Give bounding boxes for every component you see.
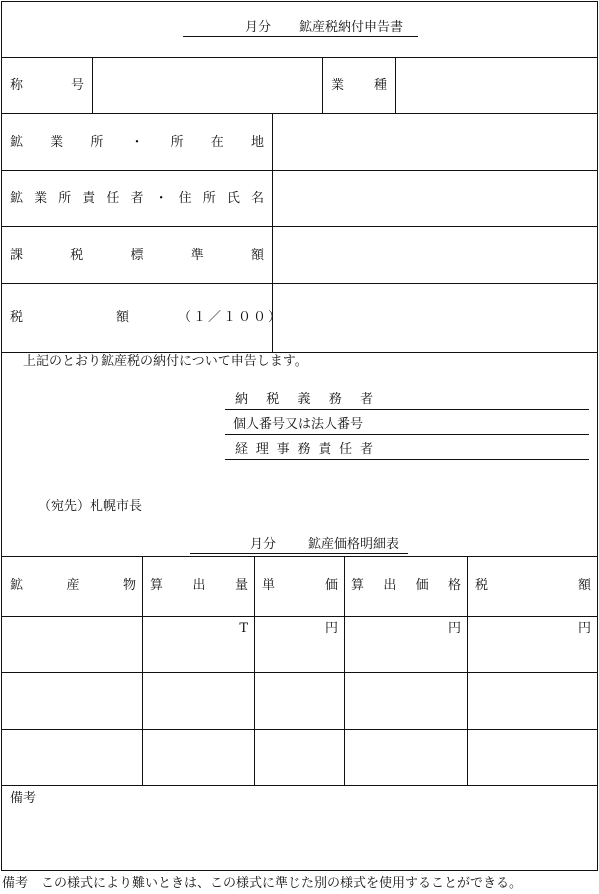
label-industry: 業 種 [331, 78, 387, 93]
tax-amount-field[interactable] [273, 284, 597, 351]
unit-price: 円 [324, 621, 338, 636]
header-output-quantity: 算 出 量 [150, 578, 248, 593]
header-tax-amount: 税 額 [475, 578, 591, 593]
label-tax-amount-1: 税 [10, 310, 24, 325]
unit-tax: 円 [577, 621, 591, 636]
rule-line [1, 556, 598, 557]
title-month-blank [183, 36, 418, 37]
personal-number-line[interactable] [225, 434, 589, 435]
header-unit-price: 単 価 [262, 578, 338, 593]
footer-note: 備考 この様式により難いときは、この様式に準じた別の様式を使用することができる。 [2, 876, 523, 891]
table-row[interactable] [2, 617, 597, 672]
header-output-value: 算 出 価 格 [351, 578, 461, 593]
rule-line [1, 352, 598, 353]
unit-value: 円 [447, 621, 461, 636]
label-tax-amount-2: 額 [116, 310, 130, 325]
table-row[interactable] [2, 730, 597, 785]
detail-title-month-blank [190, 553, 408, 554]
tax-base-field[interactable] [273, 227, 597, 282]
addressee: （宛先）札幌市長 [38, 499, 143, 514]
title-month: 月分 [245, 20, 272, 35]
label-name: 称 号 [10, 78, 84, 93]
detail-title-month: 月分 [250, 537, 277, 552]
mine-location-field[interactable] [273, 114, 597, 169]
header-mineral: 鉱 産 物 [10, 578, 136, 593]
remarks-label: 備考 [10, 791, 37, 806]
industry-field[interactable] [396, 58, 597, 112]
label-accountant: 経 理 事 務 責 任 者 [235, 442, 373, 457]
label-mine-location: 鉱 業 所 ・ 所 在 地 [10, 135, 264, 150]
taxpayer-line[interactable] [225, 409, 589, 410]
mine-manager-field[interactable] [273, 171, 597, 225]
table-row[interactable] [2, 673, 597, 728]
label-mine-manager: 鉱 業 所 責 任 者 ・ 住 所 氏 名 [10, 191, 264, 206]
accountant-line[interactable] [225, 459, 589, 460]
label-tax-base: 課 税 標 準 額 [10, 248, 264, 263]
remarks-field[interactable] [2, 786, 597, 870]
declaration-text: 上記のとおり鉱産税の納付について申告します。 [23, 354, 308, 369]
rule-line [322, 57, 323, 113]
label-personal-number: 個人番号又は法人番号 [233, 417, 364, 432]
name-field[interactable] [93, 58, 321, 112]
detail-title: 鉱産価格明細表 [308, 537, 400, 552]
label-taxpayer: 納 税 義 務 者 [235, 392, 373, 407]
unit-quantity: T [239, 621, 248, 636]
form-title: 鉱産税納付申告書 [299, 20, 404, 35]
label-tax-rate: （１／１００） [178, 310, 284, 325]
